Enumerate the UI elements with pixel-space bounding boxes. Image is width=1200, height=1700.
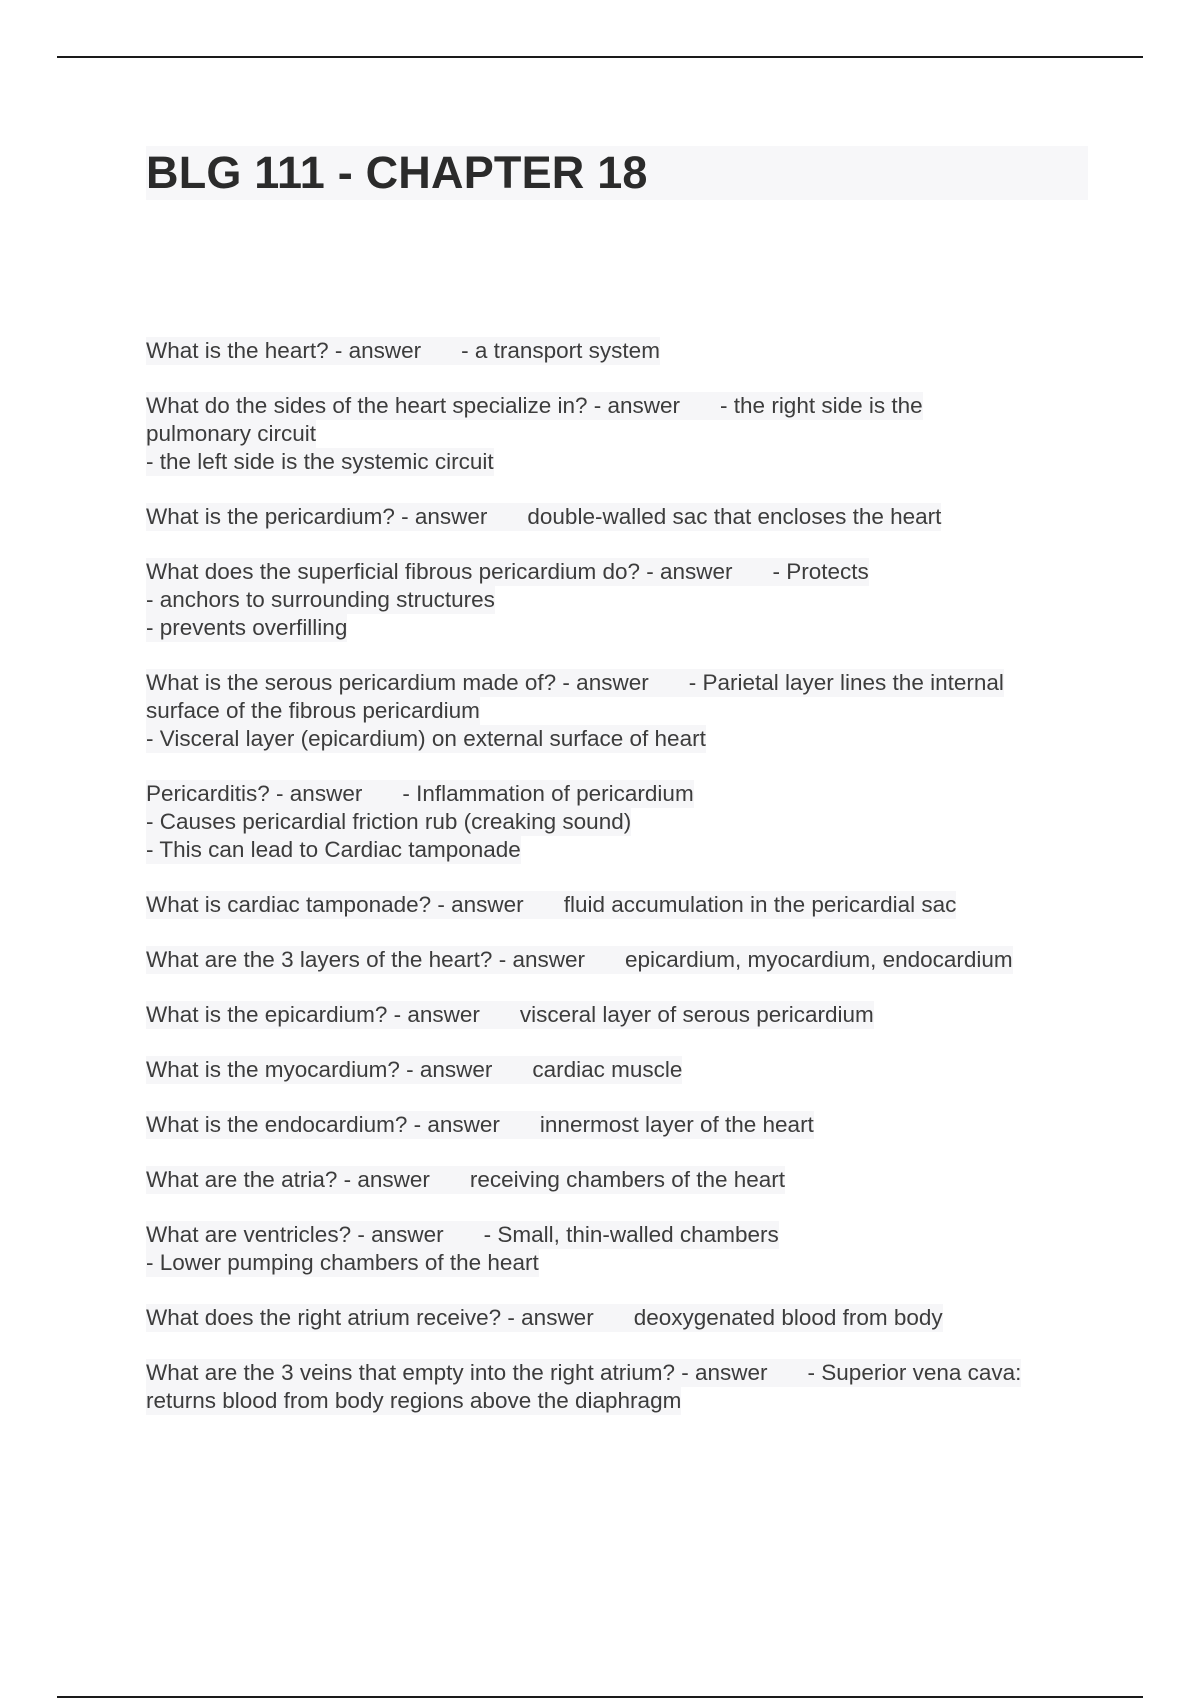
qa-line (146, 1304, 943, 1332)
qa-line (146, 891, 956, 919)
question-text: What is the pericardium? - answer (146, 504, 488, 529)
question-text: What is the epicardium? - answer (146, 1002, 480, 1027)
answer-line: - Lower pumping chambers of the heart (146, 1250, 539, 1275)
qa-item (146, 337, 1106, 365)
qa-item (146, 1001, 1106, 1029)
question-text: What is the serous pericardium made of? - answer (146, 670, 649, 695)
qa-item (146, 1304, 1106, 1332)
answer-line: - Causes pericardial friction rub (creaking sound) (146, 809, 632, 834)
answer-text: - Parietal layer lines the internal (688, 670, 1004, 695)
answer-text: fluid accumulation in the pericardial sac (563, 892, 957, 917)
qa-line (146, 946, 1013, 974)
answer-line: - anchors to surrounding structures (146, 587, 495, 612)
qa-item (146, 392, 1106, 476)
answer-text: receiving chambers of the heart (469, 1167, 786, 1192)
qa-line (146, 669, 1004, 697)
answer-text: - Small, thin-walled chambers (483, 1222, 779, 1247)
qa-item (146, 503, 1106, 531)
answer-line: surface of the fibrous pericardium (146, 698, 480, 723)
qa-item (146, 669, 1106, 753)
answer-line: pulmonary circuit (146, 421, 317, 446)
answer-line: - prevents overfilling (146, 615, 348, 640)
qa-item (146, 1111, 1106, 1139)
qa-item (146, 780, 1106, 864)
question-text: What does the right atrium receive? - answer (146, 1305, 594, 1330)
question-text: What are the atria? - answer (146, 1167, 430, 1192)
answer-text: visceral layer of serous pericardium (519, 1002, 874, 1027)
page-title: BLG 111 - CHAPTER 18 (146, 147, 648, 198)
question-text: What are ventricles? - answer (146, 1222, 444, 1247)
answer-text: cardiac muscle (532, 1057, 683, 1082)
qa-item (146, 1221, 1106, 1277)
question-text: Pericarditis? - answer (146, 781, 363, 806)
title-block (146, 146, 1088, 200)
qa-line (146, 780, 694, 808)
question-text: What is the heart? - answer (146, 338, 422, 363)
answer-line: - the left side is the systemic circuit (146, 449, 494, 474)
qa-line (146, 1001, 874, 1029)
bottom-rule (57, 1696, 1143, 1698)
answer-text: innermost layer of the heart (539, 1112, 814, 1137)
qa-item (146, 1056, 1106, 1084)
answer-text: epicardium, myocardium, endocardium (624, 947, 1013, 972)
answer-text: - Protects (772, 559, 869, 584)
qa-line (146, 1221, 779, 1249)
qa-item (146, 1166, 1106, 1194)
qa-line (146, 392, 923, 420)
qa-line (146, 558, 869, 586)
answer-line: returns blood from body regions above the diaphragm (146, 1388, 682, 1413)
answer-text: - Inflammation of pericardium (402, 781, 694, 806)
qa-item (146, 558, 1106, 642)
question-text: What does the superficial fibrous pericardium do? - answer (146, 559, 733, 584)
qa-line (146, 1166, 785, 1194)
answer-text: - a transport system (461, 338, 660, 363)
qa-line (146, 1359, 1021, 1387)
qa-item (146, 946, 1106, 974)
qa-line (146, 503, 941, 531)
top-rule (57, 56, 1143, 58)
question-text: What is the myocardium? - answer (146, 1057, 493, 1082)
question-text: What is cardiac tamponade? - answer (146, 892, 524, 917)
answer-line: - Visceral layer (epicardium) on external surface of heart (146, 726, 706, 751)
answer-text: - the right side is the (720, 393, 923, 418)
qa-line (146, 337, 660, 365)
question-text: What are the 3 veins that empty into the right atrium? - answer (146, 1360, 768, 1385)
answer-text: double-walled sac that encloses the heart (527, 504, 942, 529)
qa-line (146, 1056, 682, 1084)
qa-item (146, 1359, 1106, 1415)
answer-text: - Superior vena cava: (807, 1360, 1022, 1385)
qa-item (146, 891, 1106, 919)
qa-list (146, 337, 1106, 1442)
qa-line (146, 1111, 814, 1139)
answer-line: - This can lead to Cardiac tamponade (146, 837, 521, 862)
question-text: What is the endocardium? - answer (146, 1112, 500, 1137)
question-text: What do the sides of the heart specialize in? - answer (146, 393, 681, 418)
answer-text: deoxygenated blood from body (633, 1305, 943, 1330)
question-text: What are the 3 layers of the heart? - answer (146, 947, 585, 972)
